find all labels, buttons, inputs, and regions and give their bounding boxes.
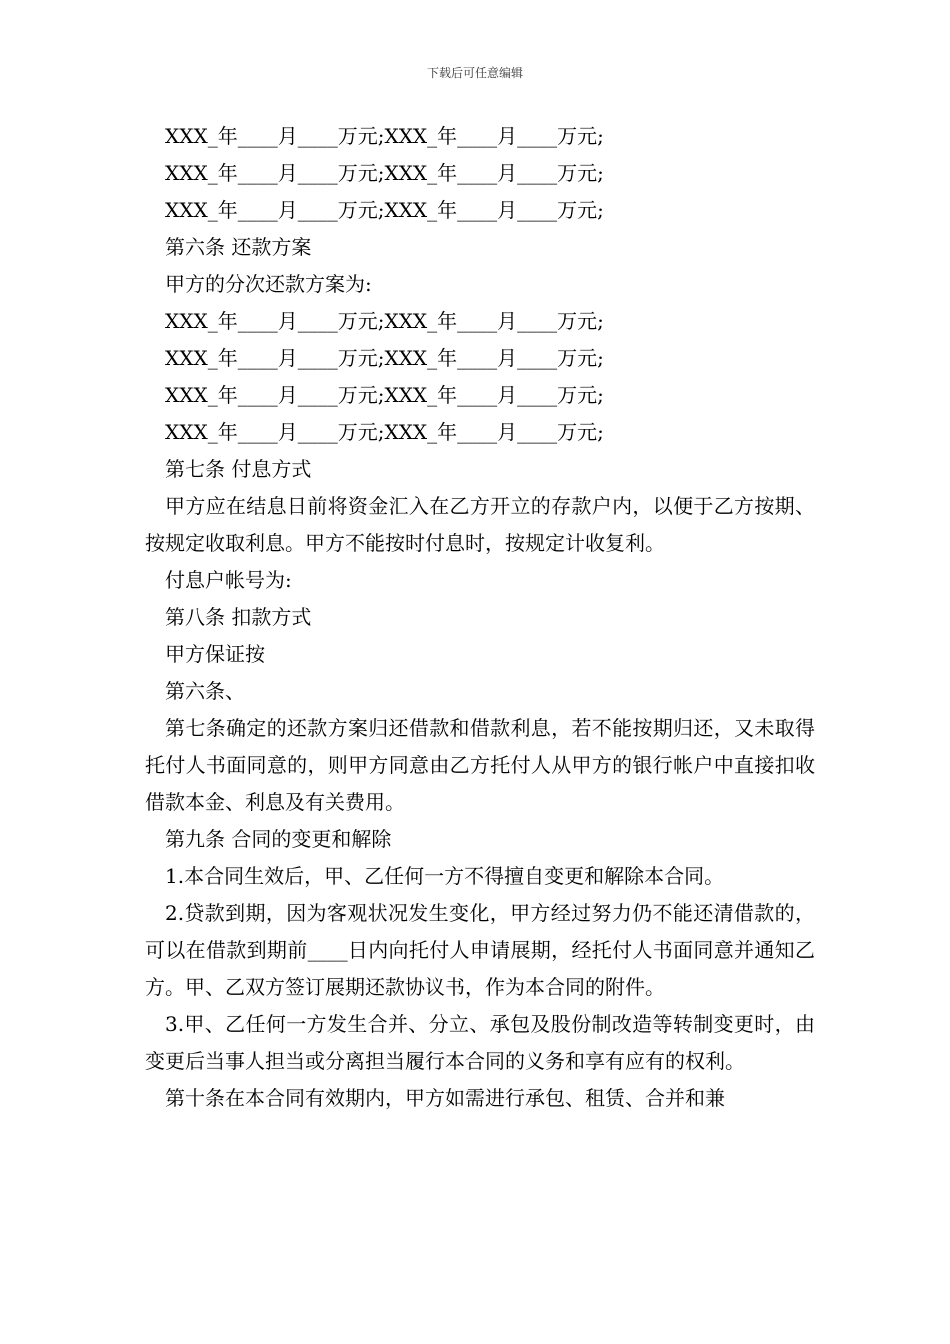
article-8-line: 第六条、: [165, 679, 245, 703]
article-8-line: 甲方保证按: [165, 642, 265, 666]
article-9-item: 3.甲、乙任何一方发生合并、分立、承包及股份制改造等转制变更时，由变更后当事人担当或分离担当履行本合同的义务和享有应有的权利。: [145, 1012, 815, 1073]
article-9-item: 1.本合同生效后，甲、乙任何一方不得擅自变更和解除本合同。: [165, 864, 725, 888]
article-10-paragraph: 第十条在本合同有效期内，甲方如需进行承包、租赁、合并和兼: [165, 1086, 725, 1110]
article-9-item: 2.贷款到期，因为客观状况发生变化，甲方经过努力仍不能还清借款的，可以在借款到期前____日内向托付人申请展期，经托付人书面同意并通知乙方。甲、乙双方签订展期还款协议书，作为本合同的附件。: [145, 901, 815, 999]
schedule-line: XXX_年____月____万元;XXX_年____月____万元;: [165, 420, 604, 444]
article-9-title: 第九条 合同的变更和解除: [165, 827, 392, 851]
schedule-line: XXX_年____月____万元;XXX_年____月____万元;: [165, 198, 604, 222]
schedule-line: XXX_年____月____万元;XXX_年____月____万元;: [165, 124, 604, 148]
schedule-line: XXX_年____月____万元;XXX_年____月____万元;: [165, 346, 604, 370]
article-8-title: 第八条 扣款方式: [165, 605, 312, 629]
article-7-account: 付息户帐号为:: [165, 568, 292, 592]
schedule-line: XXX_年____月____万元;XXX_年____月____万元;: [165, 309, 604, 333]
article-7-title: 第七条 付息方式: [165, 457, 312, 481]
article-8-paragraph: 第七条确定的还款方案归还借款和借款利息，若不能按期归还，又未取得托付人书面同意的，则甲方同意由乙方托付人从甲方的银行帐户中直接扣收借款本金、利息及有关费用。: [145, 716, 815, 814]
article-6-title: 第六条 还款方案: [165, 235, 312, 259]
page-header: 下载后可任意编辑: [426, 66, 523, 80]
article-6-intro: 甲方的分次还款方案为:: [165, 272, 372, 296]
schedule-line: XXX_年____月____万元;XXX_年____月____万元;: [165, 161, 604, 185]
schedule-line: XXX_年____月____万元;XXX_年____月____万元;: [165, 383, 604, 407]
article-7-paragraph: 甲方应在结息日前将资金汇入在乙方开立的存款户内，以便于乙方按期、按规定收取利息。甲方不能按时付息时，按规定计收复利。: [145, 494, 815, 555]
document-body: [145, 118, 815, 1117]
